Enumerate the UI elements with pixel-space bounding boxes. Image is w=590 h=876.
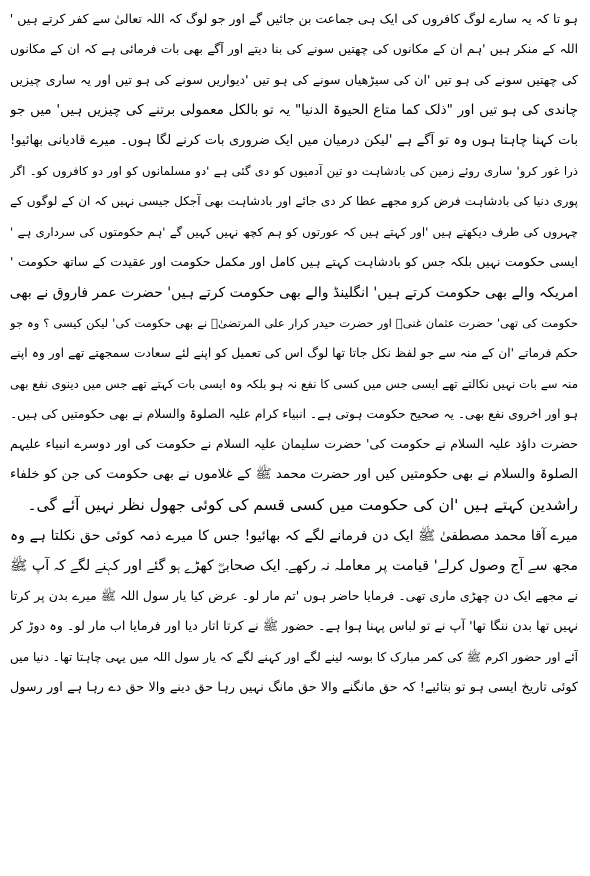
text-line: نے مجھے ایک دن چھڑی ماری تھی۔ فرمایا حاضر ہوں 'تم مار لو۔ عرض کیا یار سول اللہ ﷺ میرے بدن پر کرتا: [10, 588, 578, 604]
text-line: اللہ کے منکر ہیں 'ہم ان کے مکانوں کی چھتیں سونے کی بنا دیتے اور آگے بھی بات فرمائی ہے کہ ان کے مکانوں: [10, 42, 578, 57]
text-line: ایسی حکومت نہیں بلکہ جس کو بادشاہت کہتے ہیں کامل اور مکمل حکومت اور عقیدت کے ساتھ حکومت ': [10, 254, 578, 270]
text-line: میرے آقا محمد مصطفیٰ ﷺ ایک دن فرمانے لگے کہ بھائیو! جس کا میرے ذمہ کوئی حق نکلتا ہے وہ: [10, 527, 578, 544]
text-line: بات کہنا چاہتا ہوں وہ تو آگے ہے 'لیکن درمیان میں ایک ضروری بات کرنے لگا ہوں۔ میرے قادیانی بھائیو!: [10, 132, 578, 148]
text-line: الصلوۃ والسلام نے بھی حکومتیں کیں اور حضرت محمد ﷺ کے غلاموں نے بھی حکومت کی جن کو خلفاء: [10, 466, 578, 482]
text-line: ہو اور اخروی نفع بھی۔ یہ صحیح حکومت ہوتی ہے۔ انبیاء کرام علیہ الصلوۃ والسلام نے بھی حکومتیں کی ہیں۔: [10, 407, 578, 422]
text-line: کی چھتیں سونے کی ہو تیں 'ان کی سیڑھیاں سونے کی ہو تیں 'دیواریں سونے کی ہو تیں اور یہ ساری چیزیں: [10, 71, 578, 87]
text-line: نہیں تھا بدن ننگا تھا' آپ نے تو لباس پہنا ہوا ہے۔ حضور ﷺ نے کرتا اتار دیا اور فرمایا اب مار لو۔ وہ دوڑ کر: [10, 618, 578, 634]
text-line: ہو تا کہ یہ سارے لوگ کافروں کی ایک ہی جماعت بن جائیں گے اور جو لوگ کہ اللہ تعالیٰ سے کفر کرتے ہیں ': [10, 11, 578, 26]
text-line: حضرت داؤد علیہ السلام نے حکومت کی' حضرت سلیمان علیہ السلام نے حکومت کی اور دوسرے انبیاء علیہم: [10, 436, 578, 452]
text-line: امریکہ والے بھی حکومت کرتے ہیں' انگلینڈ والے بھی حکومت کرتے ہیں' حضرت عمر فاروق نے بھی: [10, 284, 578, 301]
text-line: ذرا غور کرو' ساری روئے زمین کی بادشاہت دو تین آدمیوں کو دی گئی ہے 'دو مسلمانوں کو اور دو کافروں کو۔ اگر: [10, 163, 578, 178]
text-line: چاندی کی ہو تیں اور "ذلک کما متاع الحیوۃ الدنیا" یہ تو بالکل معمولی برتنے کی چیزیں ہیں' میں جو: [10, 102, 578, 119]
text-line: پوری دنیا کی بادشاہت فرض کرو مجھے عطا کر دی جائے اور بادشاہت بھی آجکل جیسی نہیں کہ ان کے لوگوں کے: [10, 194, 578, 209]
text-line: حکم فرماتے 'ان کے منہ سے جو لفظ نکل جاتا تھا لوگ اس کی تعمیل کو اپنے لئے سعادت سمجھتے تھے اور وہ اپنے: [10, 346, 578, 361]
text-line: حکومت کی تھی' حضرت عثمان غنیؓ اور حضرت حیدر کرار علی المرتضیٰؓ نے بھی حکومت کی' لیکن کیسی ؟ وہ جو: [10, 315, 578, 330]
text-line: مجھ سے آج وصول کرلے' قیامت پر معاملہ نہ رکھے۔ ایک صحابیؓ کھڑے ہو گئے اور کہنے لگے کہ آپ ﷺ: [10, 558, 578, 575]
text-line: آئے اور حضور اکرم ﷺ کی کمر مبارک کا بوسہ لینے لگے اور کہنے لگے کہ یار سول اللہ میں یہی چاہتا تھا۔ دنیا میں: [10, 650, 578, 665]
paragraph-end-line: راشدین کہتے ہیں 'ان کی حکومت میں کسی قسم کی کوئی جھول نظر نہیں آئے گی۔: [27, 496, 578, 515]
text-line: چہروں کی طرف دیکھتے ہیں 'اور کہتے ہیں کہ عورتوں کو ہم کچھ نہیں کہیں گے 'ہم حکومتوں کی سرداری ہے ': [10, 224, 578, 239]
text-line: منہ سے بات نہیں نکالتے تھے ایسی جس میں کسی کا نفع نہ ہو بلکہ وہ ایسی بات کہتے تھے جس میں دینوی نفع بھی: [10, 376, 578, 391]
text-line: کوئی تاریخ ایسی ہو تو بتائیے! کہ حق مانگنے والا حق مانگ نہیں رہا حق دینے والا حق دے رہا ہے اور رسول: [10, 679, 578, 695]
